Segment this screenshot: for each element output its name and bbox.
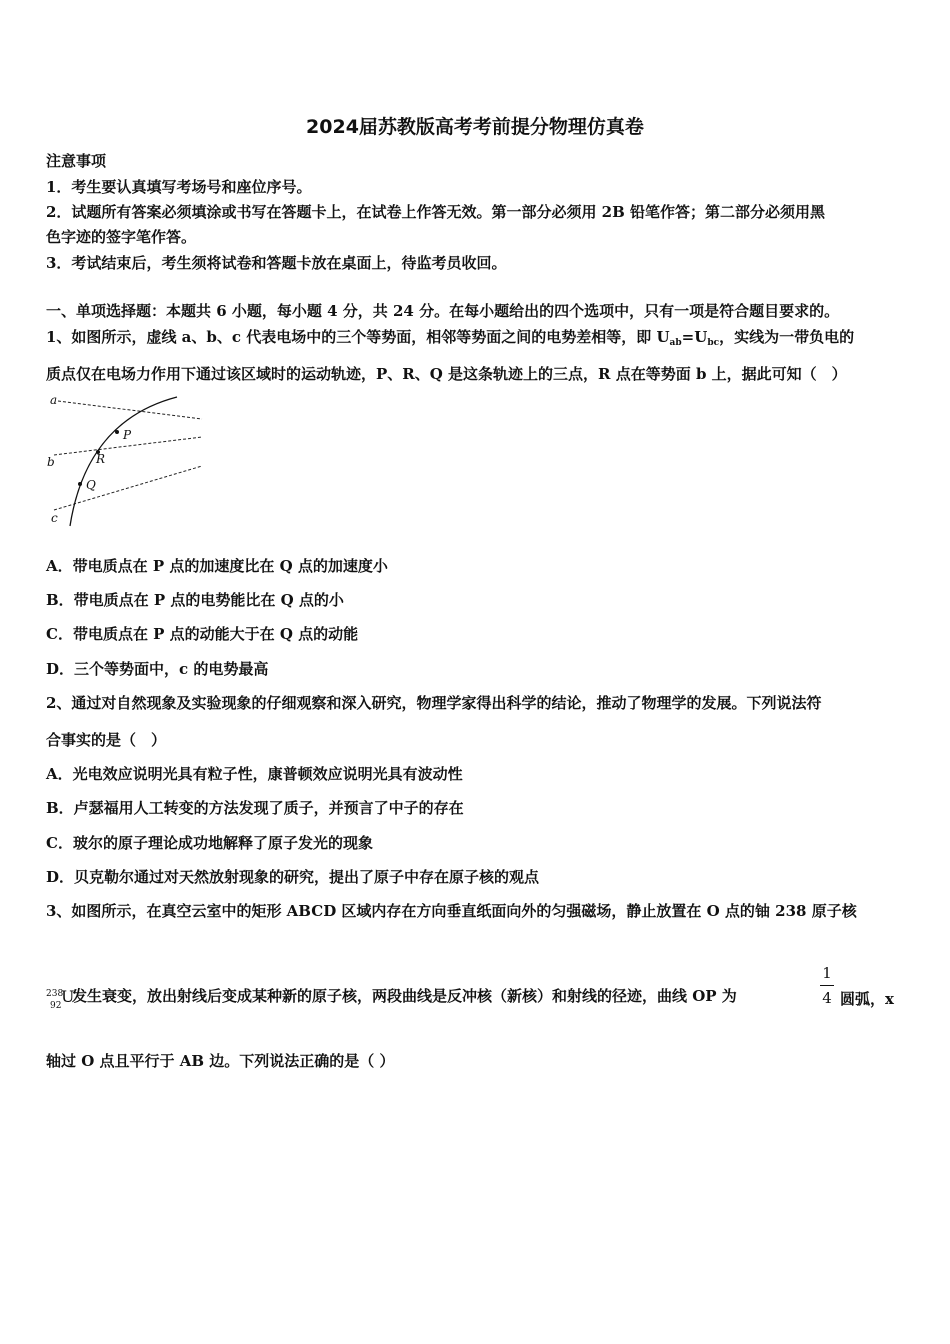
q2-option-a: A．光电效应说明光具有粒子性，康普顿效应说明光具有波动性 bbox=[46, 765, 463, 783]
note-item-1: 1．考生要认真填写考场号和座位序号。 bbox=[46, 178, 312, 196]
section-heading: 一、单项选择题：本题共 6 小题，每小题 4 分，共 24 分。在每小题给出的四个选项中，只有一项是符合题目要求的。 bbox=[46, 302, 840, 320]
point-q-dot bbox=[78, 482, 82, 486]
quarter-fraction bbox=[820, 964, 834, 1007]
q1-equipotential-figure bbox=[42, 392, 212, 532]
label-c: c bbox=[51, 511, 58, 525]
q1-option-a: A．带电质点在 P 点的加速度比在 Q 点的加速度小 bbox=[46, 557, 388, 575]
label-b: b bbox=[47, 455, 55, 469]
isotope-mass-number: 238 bbox=[46, 989, 64, 999]
note-item-2-cont: 色字迹的签字笔作答。 bbox=[46, 228, 197, 246]
q2-stem-line2: 合事实的是（ ） bbox=[46, 731, 167, 749]
q1-stem-line2: 质点仅在电场力作用下通过该区域时的运动轨迹，P、R、Q 是这条轨迹上的三点，R 点在等势面 b 上，据此可知（ ） bbox=[46, 365, 847, 383]
q1-option-d: D．三个等势面中，c 的电势最高 bbox=[46, 660, 269, 678]
label-q: Q bbox=[86, 478, 96, 492]
note-item-2: 2．试题所有答案必须填涂或书写在答题卡上，在试卷上作答无效。第一部分必须用 2B 铅笔作答；第二部分必须用黑 bbox=[46, 203, 826, 221]
q2-option-c: C．玻尔的原子理论成功地解释了原子发光的现象 bbox=[46, 834, 373, 852]
fraction-bar bbox=[820, 985, 834, 986]
q3-stem-line2-text: 发生衰变，放出射线后变成某种新的原子核，两段曲线是反冲核（新核）和射线的径迹，曲线 OP 为 bbox=[72, 987, 737, 1005]
fraction-numerator: 1 bbox=[822, 964, 832, 982]
isotope-symbol: U bbox=[61, 987, 75, 1006]
q3-stem-line1: 3、如图所示，在真空云室中的矩形 ABCD 区域内存在方向垂直纸面向外的匀强磁场，静止放置在 O 点的铀 238 原子核 bbox=[46, 902, 857, 920]
q2-option-d: D．贝克勒尔通过对天然放射现象的研究，提出了原子中存在原子核的观点 bbox=[46, 868, 540, 886]
q1-stem-part1: 1、如图所示，虚线 a、b、c 代表电场中的三个等势面，相邻等势面之间的电势差相等，即 U bbox=[46, 328, 670, 346]
label-p: P bbox=[123, 428, 132, 442]
equipotential-a-line bbox=[58, 401, 202, 419]
q1-stem-part2: ，实线为一带负电的 bbox=[719, 328, 855, 346]
q1-option-c: C．带电质点在 P 点的动能大于在 Q 点的动能 bbox=[46, 625, 359, 643]
note-item-3: 3．考试结束后，考生须将试卷和答题卡放在桌面上，待监考员收回。 bbox=[46, 254, 507, 272]
q1-subscript-bc: bc bbox=[707, 338, 720, 348]
q2-option-b: B．卢瑟福用人工转变的方法发现了质子，并预言了中子的存在 bbox=[46, 799, 464, 817]
exam-title: 2024届苏教版高考考前提分物理仿真卷 bbox=[306, 116, 644, 138]
q1-subscript-ab: ab bbox=[669, 338, 682, 348]
uranium-isotope-notation bbox=[46, 984, 75, 1011]
point-p-dot bbox=[115, 430, 119, 434]
q1-stem-line1 bbox=[46, 327, 854, 353]
trajectory-curve bbox=[70, 397, 177, 526]
fraction-denominator: 4 bbox=[822, 989, 832, 1007]
isotope-atomic-number: 92 bbox=[50, 1001, 62, 1011]
notes-heading: 注意事项 bbox=[46, 152, 107, 170]
equipotential-c-line bbox=[54, 466, 202, 510]
q3-stem-line2 bbox=[46, 984, 737, 1010]
label-a: a bbox=[50, 393, 58, 407]
q1-option-b: B．带电质点在 P 点的电势能比在 Q 点的小 bbox=[46, 591, 344, 609]
q3-stem-line3: 轴过 O 点且平行于 AB 边。下列说法正确的是（ ） bbox=[46, 1052, 395, 1070]
q2-stem-line1: 2、通过对自然现象及实验现象的仔细观察和深入研究，物理学家得出科学的结论，推动了物理学的发展。下列说法符 bbox=[46, 694, 822, 712]
q1-equals-u: =U bbox=[681, 328, 708, 346]
label-r: R bbox=[96, 452, 106, 466]
q3-stem-line2-end: 圆弧，x bbox=[840, 990, 894, 1008]
